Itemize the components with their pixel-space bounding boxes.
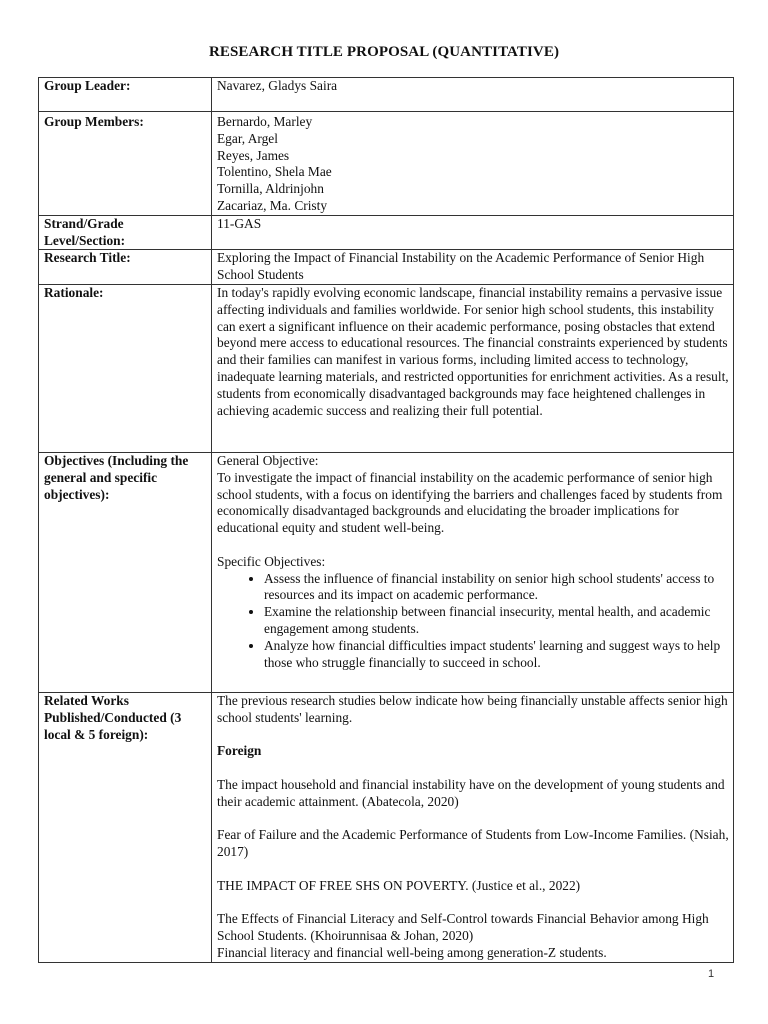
label-related-works: Related Works Published/Conducted (3 local & 5 foreign): [39, 692, 212, 962]
member-name: Reyes, James [217, 147, 290, 163]
label-objectives: Objectives (Including the general and specific objectives): [39, 452, 212, 692]
value-related-works [212, 692, 734, 962]
spacer [217, 727, 729, 744]
general-objective-heading: General Objective: [217, 452, 319, 468]
row-objectives [39, 452, 734, 692]
label-group-members: Group Members: [39, 112, 212, 216]
page-title: RESEARCH TITLE PROPOSAL (QUANTITATIVE) [208, 44, 560, 60]
foreign-heading: Foreign [217, 743, 262, 759]
row-related-works [39, 692, 734, 962]
related-work-entry: Financial literacy and financial well-being among generation-Z students. [217, 944, 607, 960]
spacer [217, 895, 729, 912]
related-work-entry: Fear of Failure and the Academic Performance of Students from Low-Income Families. (Nsiah, 2017) [217, 827, 729, 860]
specific-objectives-heading: Specific Objectives: [217, 553, 326, 569]
value-group-leader: Navarez, Gladys Saira [212, 78, 734, 112]
general-objective-text: To investigate the impact of financial instability on the academic performance of senior high school students, with a focus on identifying the barriers and challenges faced by students from economically disadvantaged backgrounds and elucidating the broader implications for educational equity and student well-being. [217, 469, 723, 536]
list-item: • Analyze how financial difficulties impact students' learning and suggest ways to help those who struggle financially to succeed in school. [264, 638, 729, 672]
label-strand: Strand/Grade Level/Section: [39, 215, 212, 250]
value-strand: 11-GAS [212, 215, 734, 250]
related-work-entry: THE IMPACT OF FREE SHS ON POVERTY. (Justice et al., 2022) [217, 877, 581, 893]
spacer [217, 760, 729, 777]
member-name: Egar, Argel [217, 130, 278, 146]
list-item: • Examine the relationship between financial insecurity, mental health, and academic engagement among students. [264, 604, 729, 638]
list-item: • Assess the influence of financial instability on senior high school students' access to resources and its impact on academic performance. [264, 571, 729, 605]
spacer [217, 811, 729, 828]
value-group-members [212, 112, 734, 216]
related-works-intro: The previous research studies below indicate how being financially unstable affects senior high school students' learning. [217, 692, 728, 725]
label-group-leader: Group Leader: [39, 78, 212, 112]
member-name: Zacariaz, Ma. Cristy [217, 197, 328, 213]
specific-objectives-list [217, 571, 729, 672]
row-group-leader [39, 78, 734, 112]
spacer [217, 861, 729, 878]
label-rationale: Rationale: [39, 284, 212, 452]
related-work-entry: The impact household and financial instability have on the development of young students and their academic attainment. (Abatecola, 2020) [217, 776, 725, 809]
related-work-entry: The Effects of Financial Literacy and Self-Control towards Financial Behavior among High School Students. (Khoirunnisaa & Johan, 2020) [217, 911, 709, 944]
member-name: Tornilla, Aldrinjohn [217, 181, 324, 197]
spacer [217, 537, 729, 554]
row-group-members [39, 112, 734, 216]
row-rationale [39, 284, 734, 452]
page-number: 1 [708, 968, 715, 980]
member-name: Bernardo, Marley [217, 114, 313, 129]
value-research-title: Exploring the Impact of Financial Instability on the Academic Performance of Senior High School Students [212, 250, 734, 285]
row-strand [39, 215, 734, 250]
row-research-title [39, 250, 734, 285]
value-objectives [212, 452, 734, 692]
proposal-table [38, 77, 734, 963]
label-research-title: Research Title: [39, 250, 212, 285]
value-rationale: In today's rapidly evolving economic landscape, financial instability remains a pervasive issue affecting individuals and families worldwide. For senior high school students, this instability can exert a significant influence on their academic performance, posing obstacles that extend beyond mere access to educational resources. The financial constraints experienced by students and their families can manifest in various forms, including limited access to technology, inadequate learning materials, and restricted opportunities for enrichment activities. As a result, students from economically disadvantaged backgrounds may face heightened challenges in achieving academic success and realizing their full potential. [212, 284, 734, 452]
member-name: Tolentino, Shela Mae [217, 164, 332, 180]
